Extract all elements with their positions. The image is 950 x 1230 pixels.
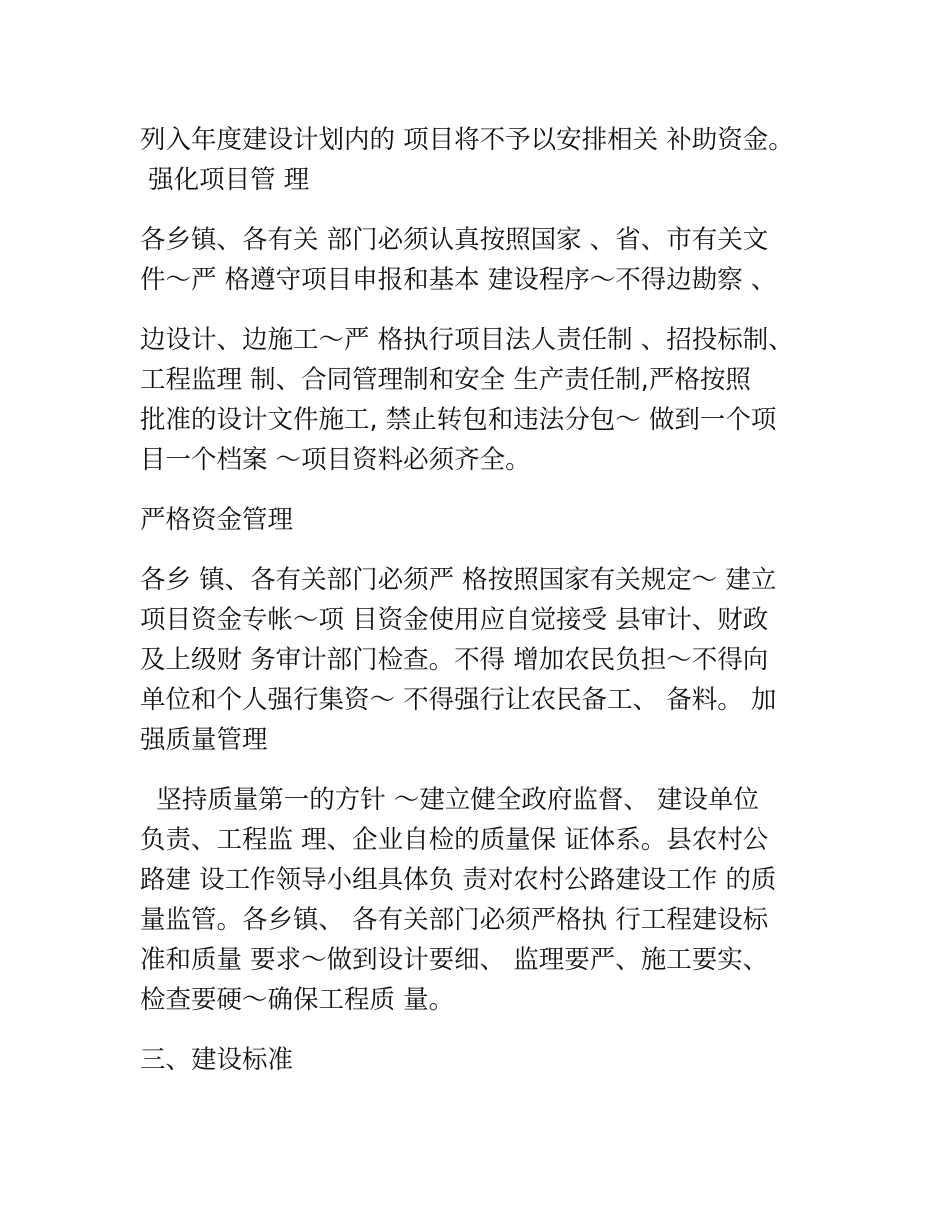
- text-line: 检查要硬～确保工程质 量。: [140, 985, 455, 1015]
- text-line: 各乡镇、各有关 部门必须认真按照国家 、省、市有关文: [140, 225, 769, 255]
- text-line: 项目资金专帐～项 目资金使用应自觉接受 县审计、财政: [140, 605, 769, 635]
- text-line: 工程监理 制、合同管理制和安全 生产责任制,严格按照: [140, 365, 751, 395]
- text-line: 件～严 格遵守项目申报和基本 建设程序～不得边勘察 、: [140, 265, 777, 295]
- text-line: 负责、工程监 理、企业自检的质量保 证体系。县农村公: [140, 825, 769, 855]
- section-heading: 三、建设标准: [140, 1045, 294, 1075]
- text-line: 及上级财 务审计部门检查。不得 增加农民负担～不得向: [140, 645, 769, 675]
- text-line: 路建 设工作领导小组具体负 责对农村公路建设工作 的质: [140, 865, 777, 895]
- section-heading: 强化项目管 理: [140, 165, 310, 195]
- text-line: 各乡 镇、各有关部门必须严 格按照国家有关规定～ 建立: [140, 565, 777, 595]
- text-line: 列入年度建设计划内的 项目将不予以安排相关 补助资金。: [140, 125, 794, 155]
- section-heading: 严格资金管理: [140, 505, 294, 535]
- text-line: 目一个档案 ～项目资料必须齐全。: [140, 445, 531, 475]
- text-line: 单位和个人强行集资～ 不得强行让农民备工、 备料。 加: [140, 685, 777, 715]
- section-heading: 强质量管理: [140, 725, 268, 755]
- text-line: 坚持质量第一的方针 ～建立健全政府监督、 建设单位: [140, 785, 759, 815]
- text-line: 批准的设计文件施工, 禁止转包和违法分包～ 做到一个项: [140, 405, 777, 435]
- text-line: 准和质量 要求～做到设计要细、 监理要严、施工要实、: [140, 945, 769, 975]
- text-line: 边设计、边施工～严 格执行项目法人责任制 、招投标制、: [140, 325, 794, 355]
- text-line: 量监管。各乡镇、 各有关部门必须严格执 行工程建设标: [140, 905, 769, 935]
